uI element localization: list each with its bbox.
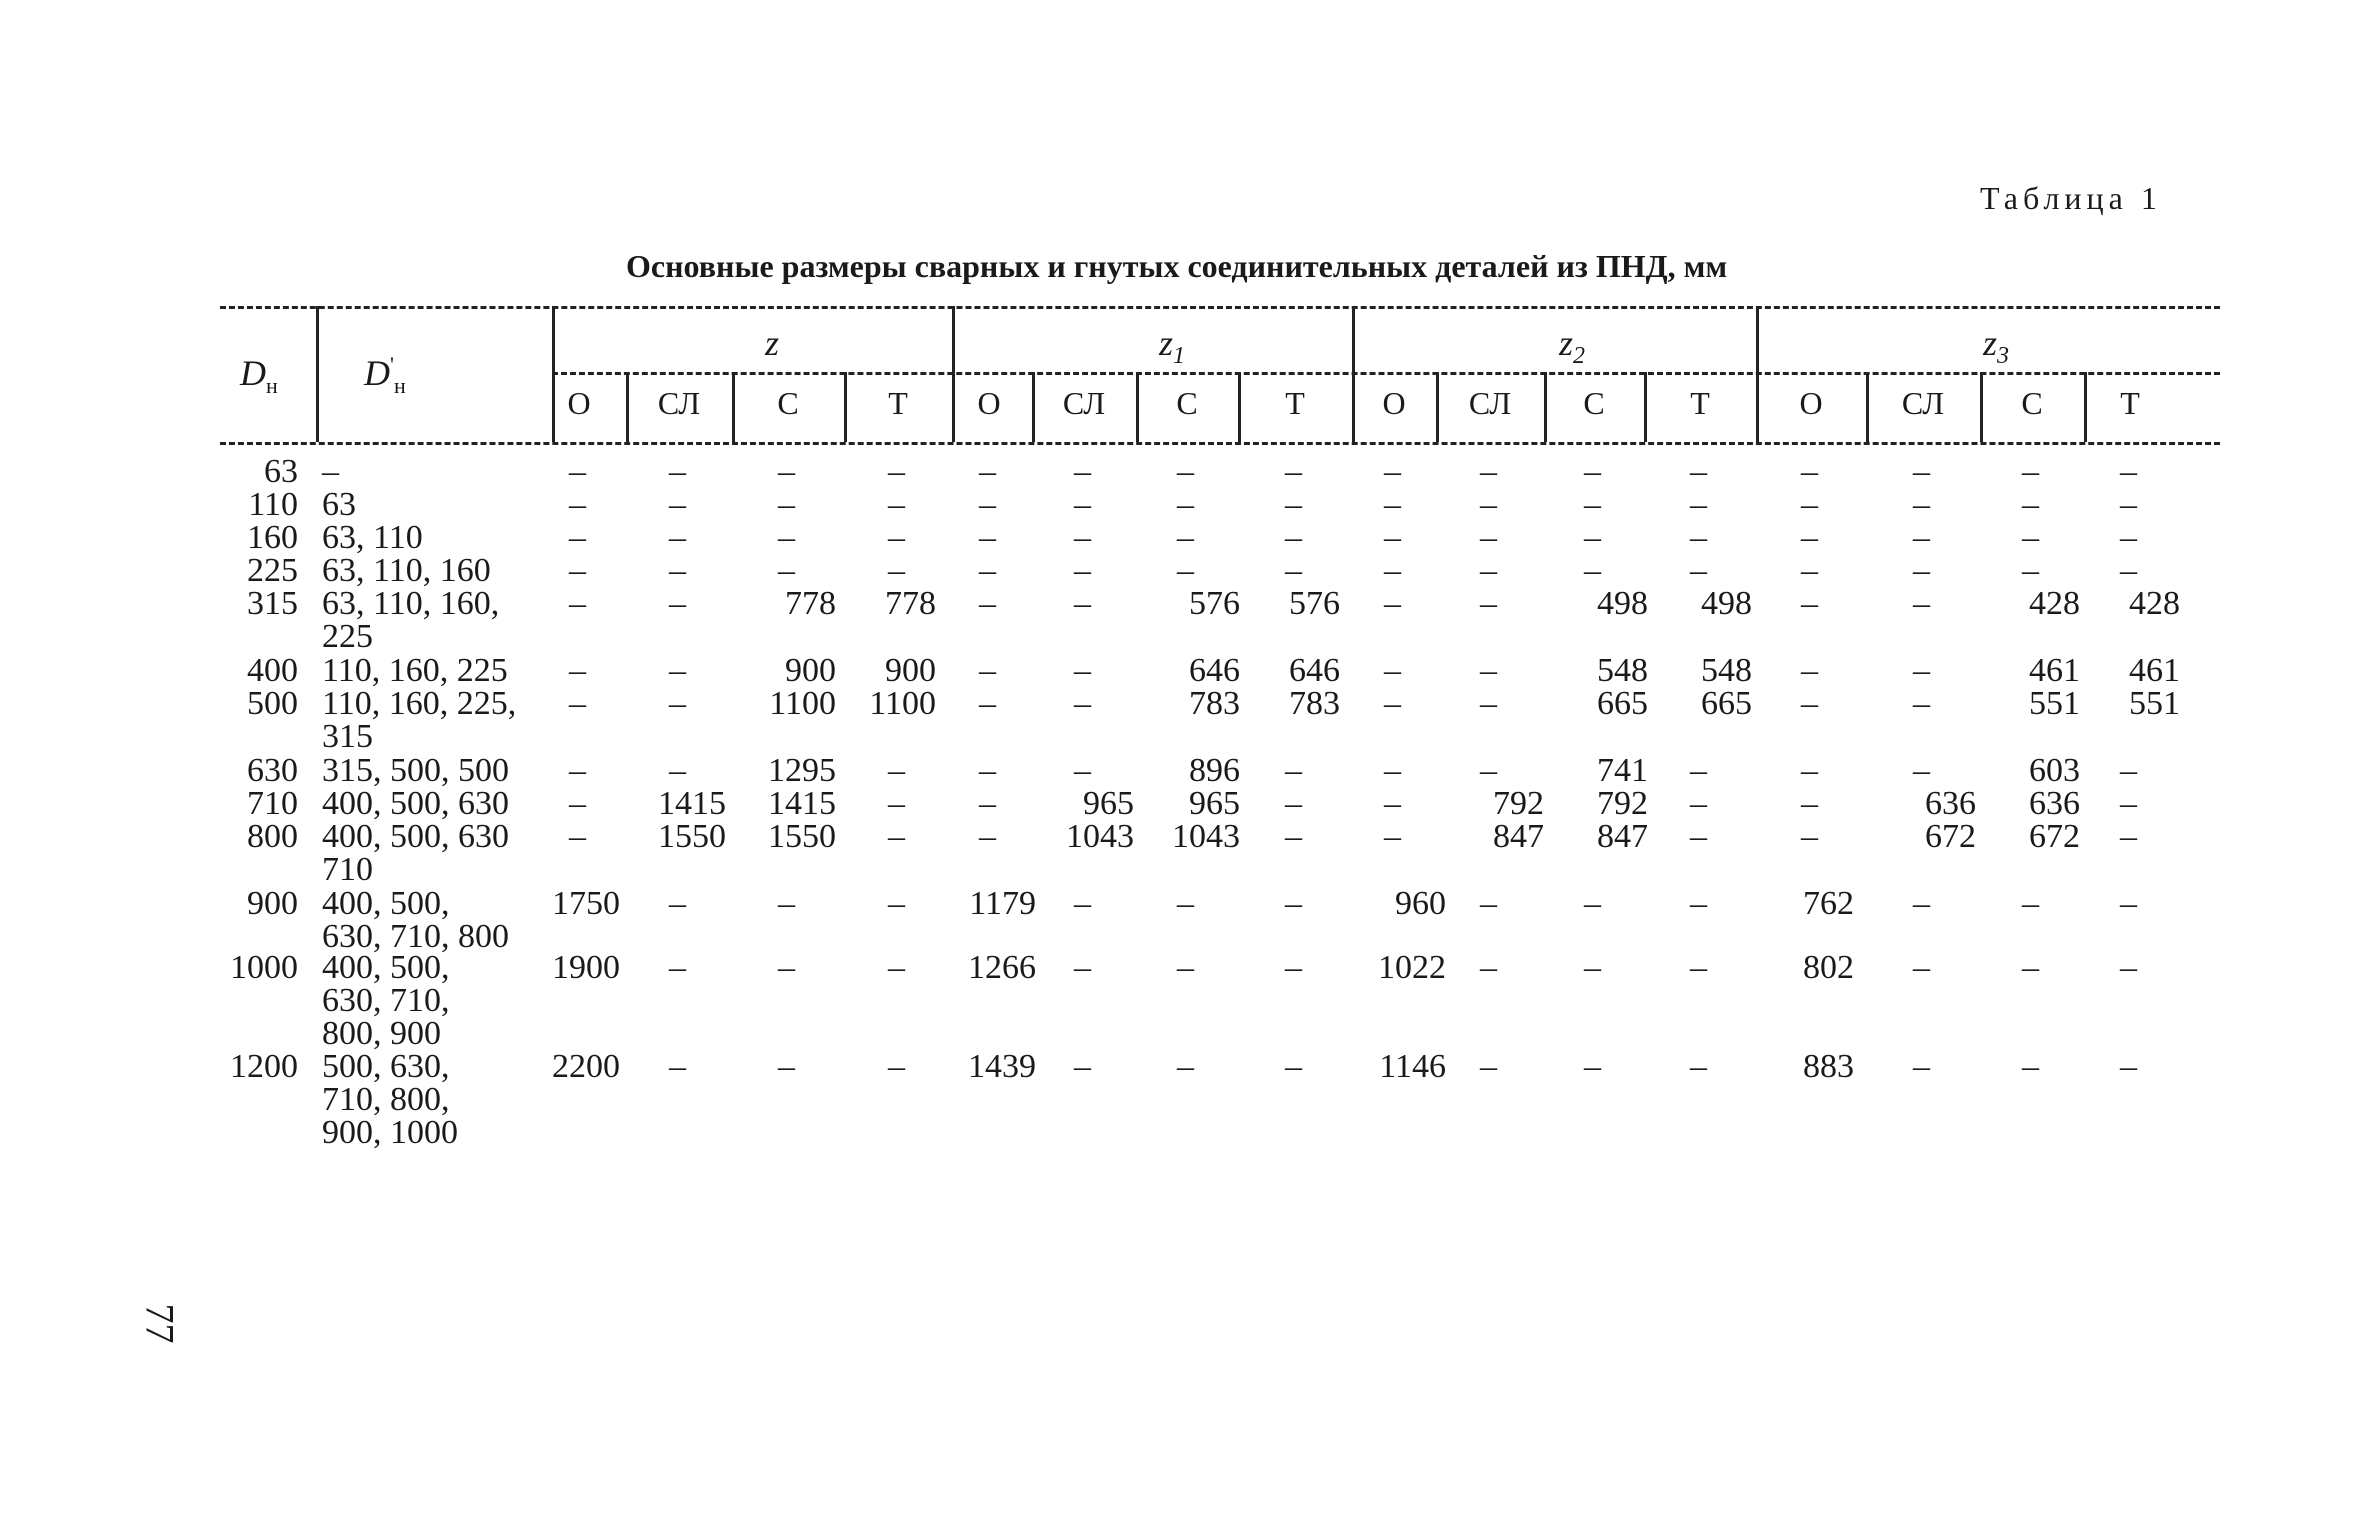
cell-value: – [1584,949,1601,986]
cell-value: – [979,486,996,523]
cell-value: – [1285,1048,1302,1085]
cell-value: – [1285,453,1302,490]
sub-header-14: С [2021,385,2043,421]
cell-dn-prime: 500, 630, [322,1048,450,1085]
cell-value: – [1690,949,1707,986]
cell-value: – [778,552,795,589]
cell-value: – [2120,818,2137,855]
cell-value: – [778,486,795,523]
cell-value: – [1384,785,1401,822]
cell-value: – [1384,818,1401,855]
group-header-z: z [764,323,780,363]
col-divider-z2 [1352,306,1355,442]
dn-header: $D_н$ [240,353,278,399]
cell-value: 1750 [552,885,620,922]
cell-value: – [888,519,905,556]
sub-header-6: С [1176,385,1198,421]
cell-value: 576 [1189,585,1240,622]
cell-value: 646 [1189,652,1240,689]
sub-header-10: С [1583,385,1605,421]
cell-dn: 500 [247,685,298,722]
cell-value: – [1690,752,1707,789]
cell-value: 783 [1289,685,1340,722]
cell-value: – [1480,885,1497,922]
cell-dn: 1000 [230,949,298,986]
cell-dn-prime: 630, 710, 800 [322,918,509,955]
cell-value: – [2120,752,2137,789]
cell-value: 778 [885,585,936,622]
cell-value: – [2022,885,2039,922]
cell-dn: 900 [247,885,298,922]
cell-value: – [888,785,905,822]
cell-value: – [1285,949,1302,986]
cell-value: – [1690,1048,1707,1085]
cell-value: – [1177,552,1194,589]
cell-value: 741 [1597,752,1648,789]
cell-value: – [1384,486,1401,523]
sub-header-1: СЛ [657,385,701,421]
cell-value: – [979,552,996,589]
cell-value: – [2022,519,2039,556]
cell-value: – [1480,752,1497,789]
cell-value: – [569,785,586,822]
cell-value: – [888,453,905,490]
cell-value: 792 [1597,785,1648,822]
cell-value: – [1177,885,1194,922]
cell-dn: 110 [248,486,298,523]
cell-value: 960 [1395,885,1446,922]
cell-dn: 710 [247,785,298,822]
cell-dn-prime: 63, 110, 160 [322,552,491,589]
cell-value: – [1480,652,1497,689]
cell-value: – [2120,552,2137,589]
cell-value: – [1285,486,1302,523]
cell-value: – [888,885,905,922]
cell-value: – [569,818,586,855]
cell-value: – [1801,752,1818,789]
cell-value: – [979,752,996,789]
cell-dn-prime: 710 [322,851,373,888]
cell-dn-prime: 63, 110, 160, [322,585,500,622]
dn-prime-header: $D'_н$ [364,352,406,399]
cell-value: – [1074,519,1091,556]
cell-value: – [778,949,795,986]
sub-divider [2084,372,2087,442]
cell-value: – [1584,519,1601,556]
cell-value: – [569,552,586,589]
cell-value: – [1177,453,1194,490]
cell-dn: 400 [247,652,298,689]
cell-value: – [1384,453,1401,490]
cell-value: – [1913,885,1930,922]
cell-dn: 160 [247,519,298,556]
sub-header-13: СЛ [1901,385,1945,421]
sub-divider [844,372,847,442]
cell-value: – [778,519,795,556]
cell-value: – [1285,785,1302,822]
cell-value: 576 [1289,585,1340,622]
sub-header-12: О [1799,385,1823,421]
cell-value: 428 [2029,585,2080,622]
cell-value: – [979,652,996,689]
sub-header-3: Т [888,385,908,421]
cell-value: – [569,486,586,523]
cell-value: – [1384,685,1401,722]
cell-value: – [1074,685,1091,722]
cell-value: – [669,486,686,523]
cell-value: – [1690,519,1707,556]
cell-value: 900 [785,652,836,689]
cell-value: – [1384,652,1401,689]
cell-value: – [1690,552,1707,589]
cell-value: 896 [1189,752,1240,789]
cell-value: – [1913,453,1930,490]
cell-value: 498 [1597,585,1648,622]
cell-value: – [1074,486,1091,523]
cell-value: – [569,453,586,490]
cell-value: – [1384,519,1401,556]
sub-divider [1980,372,1983,442]
cell-value: – [1074,949,1091,986]
cell-dn: 225 [247,552,298,589]
cell-value: – [1913,552,1930,589]
cell-value: – [1285,885,1302,922]
cell-value: – [669,552,686,589]
cell-value: – [1801,585,1818,622]
cell-value: – [979,818,996,855]
cell-value: – [1177,486,1194,523]
cell-value: 783 [1189,685,1240,722]
cell-dn-prime: 400, 500, 630 [322,785,509,822]
cell-value: – [669,652,686,689]
sub-header-15: Т [2120,385,2140,421]
cell-value: – [888,949,905,986]
cell-value: – [979,785,996,822]
cell-value: 551 [2129,685,2180,722]
cell-value: – [1074,885,1091,922]
cell-value: – [1074,453,1091,490]
cell-value: – [1074,1048,1091,1085]
cell-dn-prime: 900, 1000 [322,1114,458,1151]
cell-value: – [1690,785,1707,822]
cell-value: 548 [1701,652,1752,689]
sub-divider [1136,372,1139,442]
cell-value: 1179 [969,885,1036,922]
cell-value: – [569,519,586,556]
sub-header-2: С [777,385,799,421]
cell-value: – [2022,949,2039,986]
cell-dn-prime: 110, 160, 225 [322,652,508,689]
cell-value: 1550 [658,818,726,855]
cell-value: – [778,453,795,490]
sub-header-11: Т [1690,385,1710,421]
cell-value: – [1801,685,1818,722]
cell-value: – [669,519,686,556]
cell-value: – [1480,1048,1497,1085]
cell-value: – [1801,552,1818,589]
cell-value: – [1913,949,1930,986]
table-label: Таблица 1 [1980,180,2162,216]
cell-value: – [1480,685,1497,722]
cell-value: – [979,685,996,722]
cell-dn-prime: 315, 500, 500 [322,752,509,789]
cell-value: – [1177,949,1194,986]
sub-header-9: СЛ [1468,385,1512,421]
sub-divider [732,372,735,442]
cell-value: 461 [2129,652,2180,689]
cell-value: – [1913,519,1930,556]
cell-value: – [1690,818,1707,855]
cell-dn-prime: 710, 800, [322,1081,450,1118]
cell-value: 1022 [1378,949,1446,986]
cell-value: 762 [1803,885,1854,922]
cell-value: 1295 [768,752,836,789]
cell-dn-prime: – [322,453,339,490]
cell-value: – [888,486,905,523]
cell-dn: 315 [247,585,298,622]
cell-value: 802 [1803,949,1854,986]
cell-value: – [1177,519,1194,556]
cell-value: – [2120,453,2137,490]
cell-value: – [1285,519,1302,556]
cell-value: – [1584,552,1601,589]
cell-value: 1043 [1066,818,1134,855]
cell-value: – [1480,552,1497,589]
cell-value: – [1690,486,1707,523]
table-top-rule [220,306,2220,309]
cell-value: – [1913,652,1930,689]
cell-value: – [1913,685,1930,722]
group-divider-rule [552,372,2220,375]
cell-value: 965 [1083,785,1134,822]
header-bottom-rule [220,442,2220,445]
cell-value: – [569,585,586,622]
cell-value: – [1913,752,1930,789]
cell-value: – [1913,1048,1930,1085]
cell-value: – [669,1048,686,1085]
cell-value: – [1584,1048,1601,1085]
cell-value: 636 [1925,785,1976,822]
cell-dn: 800 [247,818,298,855]
cell-value: 665 [1597,685,1648,722]
cell-value: 551 [2029,685,2080,722]
cell-value: – [1285,818,1302,855]
cell-value: 847 [1597,818,1648,855]
sub-divider [1866,372,1869,442]
sub-header-7: Т [1285,385,1305,421]
sub-divider [626,372,629,442]
cell-value: – [888,752,905,789]
col-divider-dn [316,306,319,442]
cell-value: 1146 [1379,1048,1446,1085]
cell-value: 1550 [768,818,836,855]
cell-value: – [1801,818,1818,855]
cell-dn-prime: 630, 710, [322,982,450,1019]
cell-value: – [1384,585,1401,622]
cell-value: 646 [1289,652,1340,689]
cell-value: – [1690,453,1707,490]
cell-value: 672 [2029,818,2080,855]
cell-value: – [1913,486,1930,523]
cell-value: 665 [1701,685,1752,722]
group-header-z3: $z_3$ [1982,323,2010,370]
sub-header-4: О [977,385,1001,421]
cell-value: 603 [2029,752,2080,789]
cell-value: – [2120,885,2137,922]
cell-value: 1900 [552,949,620,986]
cell-value: 461 [2029,652,2080,689]
cell-value: – [1074,652,1091,689]
cell-value: – [1801,652,1818,689]
cell-value: – [979,519,996,556]
cell-value: – [1480,585,1497,622]
cell-value: – [1285,552,1302,589]
cell-value: – [1074,752,1091,789]
cell-value: – [1074,585,1091,622]
sub-header-8: О [1382,385,1406,421]
cell-value: 1415 [768,785,836,822]
cell-dn: 630 [247,752,298,789]
cell-value: 883 [1803,1048,1854,1085]
sub-divider [1436,372,1439,442]
cell-value: 1415 [658,785,726,822]
group-header-z1: $z_1$ [1158,323,1186,370]
cell-value: – [669,885,686,922]
cell-dn-prime: 63 [322,486,356,523]
cell-dn-prime: 400, 500, 630 [322,818,509,855]
cell-value: – [1480,486,1497,523]
cell-value: – [1801,453,1818,490]
cell-value: – [2022,486,2039,523]
sub-header-0: О [567,385,591,421]
cell-value: – [669,752,686,789]
cell-value: – [2022,453,2039,490]
cell-value: – [1177,1048,1194,1085]
cell-value: – [1584,885,1601,922]
cell-value: – [1801,486,1818,523]
cell-value: 1439 [968,1048,1036,1085]
cell-value: 548 [1597,652,1648,689]
cell-value: – [979,585,996,622]
cell-value: – [2022,552,2039,589]
cell-value: – [1384,552,1401,589]
cell-value: – [1480,519,1497,556]
cell-value: – [1913,585,1930,622]
cell-value: – [1384,752,1401,789]
cell-value: – [569,652,586,689]
cell-value: 792 [1493,785,1544,822]
cell-dn: 63 [264,453,298,490]
cell-value: – [569,685,586,722]
sub-header-5: СЛ [1062,385,1106,421]
cell-dn-prime: 315 [322,718,373,755]
cell-value: 1266 [968,949,1036,986]
sub-divider [1238,372,1241,442]
table-title: Основные размеры сварных и гнутых соединительных деталей из ПНД, мм [626,248,1728,284]
sub-divider [1544,372,1547,442]
cell-value: – [669,453,686,490]
cell-value: – [1285,752,1302,789]
cell-dn-prime: 63, 110 [322,519,423,556]
cell-value: – [669,685,686,722]
cell-value: 900 [885,652,936,689]
cell-value: – [669,949,686,986]
cell-dn-prime: 800, 900 [322,1015,441,1052]
cell-value: 1100 [769,685,836,722]
cell-value: 2200 [552,1048,620,1085]
cell-value: – [2120,486,2137,523]
cell-dn-prime: 400, 500, [322,885,450,922]
cell-value: 847 [1493,818,1544,855]
cell-dn-prime: 225 [322,618,373,655]
cell-value: 428 [2129,585,2180,622]
cell-value: – [2022,1048,2039,1085]
cell-dn-prime: 110, 160, 225, [322,685,517,722]
cell-dn: 1200 [230,1048,298,1085]
sub-divider [1644,372,1647,442]
cell-value: – [2120,519,2137,556]
cell-value: – [2120,949,2137,986]
cell-value: – [1074,552,1091,589]
cell-value: – [979,453,996,490]
cell-value: – [2120,785,2137,822]
cell-value: – [888,552,905,589]
cell-value: – [1801,519,1818,556]
cell-value: 672 [1925,818,1976,855]
cell-value: – [1480,453,1497,490]
cell-value: – [2120,1048,2137,1085]
cell-value: – [1584,486,1601,523]
cell-value: – [569,752,586,789]
cell-value: – [888,1048,905,1085]
cell-value: 1100 [869,685,936,722]
cell-value: – [1690,885,1707,922]
sub-divider [1032,372,1035,442]
cell-value: – [669,585,686,622]
cell-value: – [778,885,795,922]
group-header-z2: $z_2$ [1558,323,1586,370]
col-divider-z1 [952,306,955,442]
cell-value: 636 [2029,785,2080,822]
cell-value: 965 [1189,785,1240,822]
col-divider-z3 [1756,306,1759,442]
cell-dn-prime: 400, 500, [322,949,450,986]
cell-value: – [778,1048,795,1085]
cell-value: 1043 [1172,818,1240,855]
cell-value: – [1480,949,1497,986]
cell-value: 778 [785,585,836,622]
col-divider-dn2 [552,306,555,442]
cell-value: – [1801,785,1818,822]
cell-value: 498 [1701,585,1752,622]
cell-value: – [888,818,905,855]
page-number: 77 [137,1303,183,1344]
cell-value: – [1584,453,1601,490]
